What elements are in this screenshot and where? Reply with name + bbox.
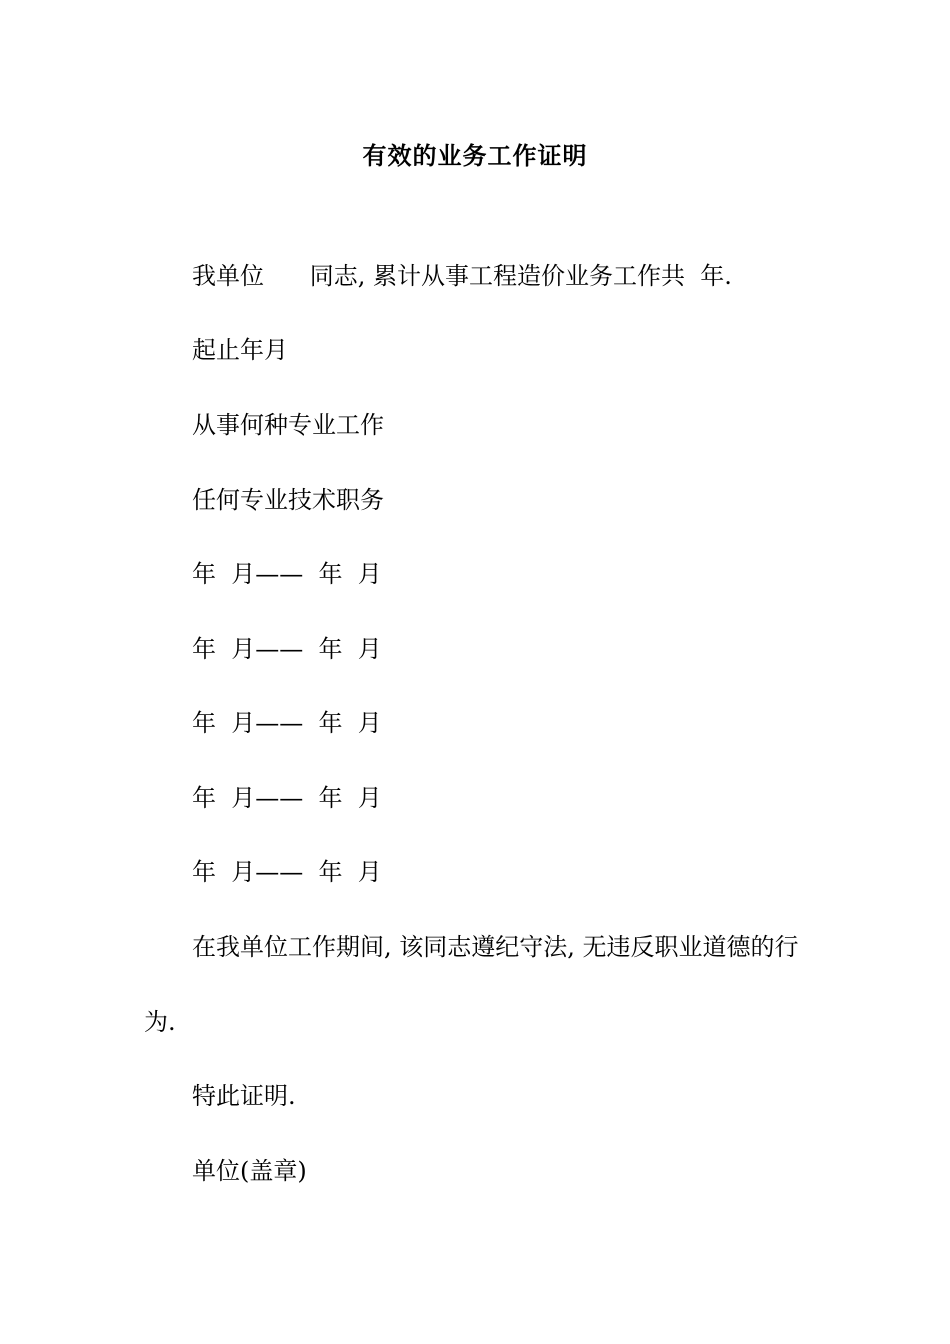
date-range-line-1: 年 月—— 年 月 [192,560,382,588]
date-range-line-3: 年 月—— 年 月 [192,709,382,737]
certification-text: 特此证明. [192,1082,296,1110]
unit-seal-label: 单位(盖章) [192,1157,307,1185]
document-title: 有效的业务工作证明 [362,141,588,170]
statement-line: 我单位 同志, 累计从事工程造价业务工作共 年. [192,262,732,290]
position-label: 任何专业技术职务 [192,486,384,514]
conduct-statement: 在我单位工作期间, 该同志遵纪守法, 无违反职业道德的行 [192,933,799,961]
date-range-line-5: 年 月—— 年 月 [192,858,382,886]
conduct-statement-continuation: 为. [144,1008,176,1036]
date-range-line-2: 年 月—— 年 月 [192,635,382,663]
profession-label: 从事何种专业工作 [192,411,384,439]
date-range-line-4: 年 月—— 年 月 [192,784,382,812]
period-label: 起止年月 [192,336,288,364]
